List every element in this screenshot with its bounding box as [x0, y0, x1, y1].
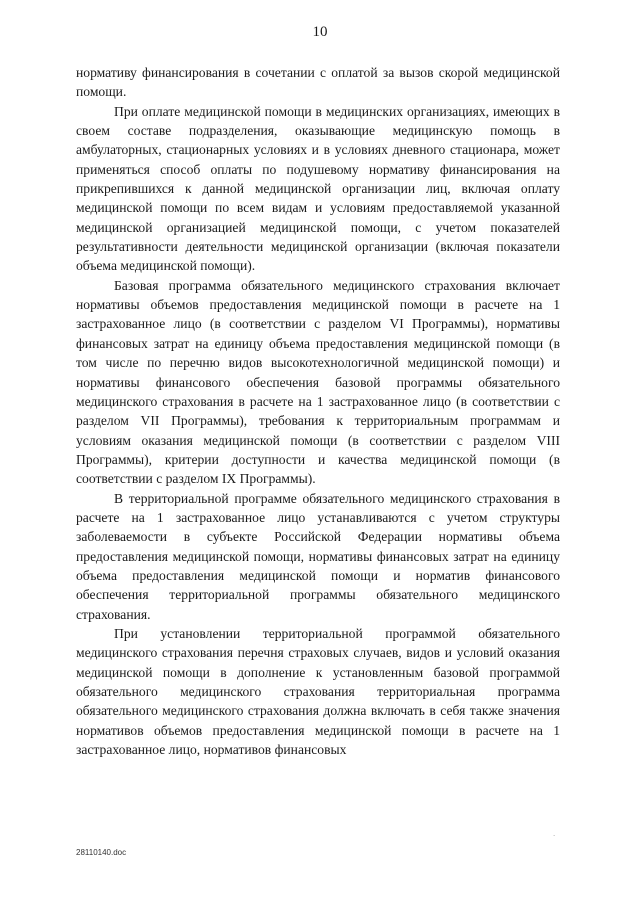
margin-mark: . — [553, 829, 556, 838]
paragraph-territorial-program: В территориальной программе обязательного медицинского страхования в расчете на 1 застрахованное лицо устанавливаются с учетом структуры заболеваемости в субъекте Российской Федерации нормативы объема предоставления медицинской помощи, нормативы финансовых затрат на единицу объема предоставления медицинской помощи и норматив финансового обеспечения территориальной программы обязательного медицинского страхования. — [76, 490, 560, 622]
paragraph-payment-method: При оплате медицинской помощи в медицинских организациях, имеющих в своем составе подразделения, оказывающие медицинскую помощь в амбулаторных, стационарных условиях и в условиях дневного стационара, может применяться способ оплаты по подушевому нормативу финансирования на прикрепившихся к данной медицинской организации лиц, включая оплату медицинской помощи по всем видам и условиям предоставляемой указанной медицинской организацией медицинской помощи, с учетом показателей результативности деятельности медицинской организации (включая показатели объема медицинской помощи). — [76, 103, 560, 274]
document-body — [76, 63, 560, 759]
paragraph-insured-events: При установлении территориальной программой обязательного медицинского страхования перечня страховых случаев, видов и условий оказания медицинской помощи в дополнение к установленным базовой программой обязательного медицинского страхования территориальная программа обязательного медицинского страхования должна включать в себя также значения нормативов объемов предоставления медицинской помощи в расчете на 1 застрахованное лицо, нормативов финансовых — [76, 625, 560, 758]
paragraph-continuation: нормативу финансирования в сочетании с оплатой за вызов скорой медицинской помощи. — [76, 65, 560, 100]
footer-filename: 28110140.doc — [76, 848, 127, 857]
page-number: 10 — [312, 24, 328, 40]
paragraph-base-program: Базовая программа обязательного медицинского страхования включает нормативы объемов предоставления медицинской помощи в расчете на 1 застрахованное лицо (в соответствии с разделом VI Программы), нормативы финансовых затрат на единицу объема предоставления медицинской помощи (в том числе по перечню видов высокотехнологичной медицинской помощи) и нормативы финансового обеспечения базовой программы обязательного медицинского страхования в расчете на 1 застрахованное лицо (в соответствии с разделом VII Программы), требования к территориальным программам и условиям оказания медицинской помощи (в соответствии с разделом VIII Программы), критерии доступности и качества медицинской помощи (в соответствии с разделом IX Программы). — [76, 277, 560, 487]
